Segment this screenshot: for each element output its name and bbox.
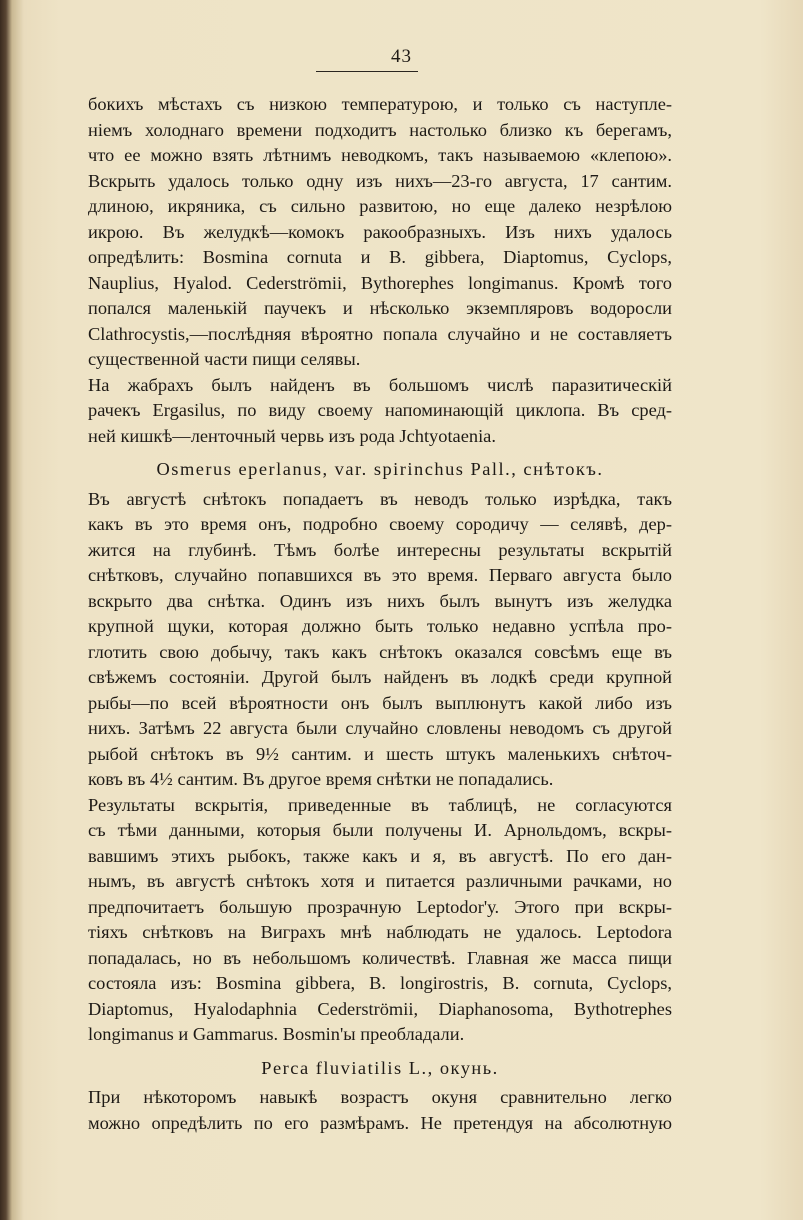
page-number: 43	[391, 46, 412, 67]
text-line: вавшимъ этихъ рыбокъ, также какъ и я, въ августѣ. По его дан-	[88, 845, 672, 866]
text-line: снѣтковъ, случайно попавшихся въ это время. Перваго августа было	[88, 565, 672, 585]
text-line: нымъ, въ августѣ снѣтокъ хотя и питается различными рачками, но	[88, 871, 672, 891]
text-line: предпочитаетъ большую прозрачную Leptodor'у. Этого при вскры-	[88, 896, 672, 917]
text-line: что ее можно взять лѣтнимъ неводкомъ, такъ называемою «клепою».	[88, 145, 672, 165]
text-line: длиною, икряника, съ сильно развитою, но еще далеко незрѣлою	[88, 196, 672, 216]
text-line: Въ августѣ снѣтокъ попадаетъ въ неводъ только изрѣдка, такъ	[88, 488, 672, 509]
text-line: какъ въ это время онъ, подробно своему сородичу — селявѣ, дер-	[88, 514, 672, 534]
text-line: ней кишкѣ—ленточный червь изъ рода Jchtyotaenia.	[88, 425, 496, 446]
text-line: longimanus и Gammarus. Bosmin'ы преобладали.	[88, 1024, 465, 1044]
text-line: бокихъ мѣстахъ съ низкою температурою, и только съ наступле-	[88, 94, 672, 114]
text-line: состояла изъ: Bosmina gibbera, B. longirostris, B. cornuta, Cyclops,	[88, 973, 672, 993]
text-line: ніемъ холоднаго времени подходитъ настолько близко къ берегамъ,	[88, 119, 672, 140]
text-line: существенной части пищи селявы.	[88, 349, 361, 369]
section-heading: Osmerus eperlanus, var. spirinchus Pall., снѣтокъ.	[156, 459, 604, 479]
text-line: рыбой снѣтокъ въ 9½ сантим. и шесть штукъ маленькихъ снѣточ-	[88, 743, 672, 764]
text-line: жится на глубинѣ. Тѣмъ болѣе интересны результаты вскрытій	[88, 539, 672, 560]
text-line: При нѣкоторомъ навыкѣ возрастъ окуня сравнительно легко	[88, 1087, 672, 1107]
text-line: опредѣлить: Bosmina cornuta и B. gibbera, Diaptomus, Cyclops,	[88, 247, 672, 267]
text-line: нихъ. Затѣмъ 22 августа были случайно словлены неводомъ съ другой	[88, 718, 672, 738]
text-line: свѣжемъ состояніи. Другой былъ найденъ въ лодкѣ среди крупной	[88, 667, 672, 687]
text-line: тіяхъ снѣтковъ на Виграхъ мнѣ наблюдать не удалось. Leptodora	[88, 922, 672, 942]
section-heading: Perca fluviatilis L., окунь.	[261, 1057, 499, 1078]
text-line: рачекъ Ergasilus, по виду своему напоминающій циклопа. Въ сред-	[88, 400, 672, 420]
text-line: икрою. Въ желудкѣ—комокъ ракообразныхъ. Изъ нихъ удалось	[88, 221, 672, 242]
text-line: рыбы—по всей вѣроятности онъ былъ выплюнутъ какой либо изъ	[88, 692, 672, 713]
text-line: вскрыто два снѣтка. Одинъ изъ нихъ былъ вынутъ изъ желудка	[88, 590, 672, 611]
text-line: глотить свою добычу, такъ какъ снѣтокъ оказался совсѣмъ еще въ	[88, 641, 672, 662]
text-line: съ тѣми данными, которыя были получены И. Арнольдомъ, вскры-	[88, 820, 672, 840]
text-line: попался маленькій паучекъ и нѣсколько экземпляровъ водоросли	[88, 298, 672, 318]
text-line: На жабрахъ былъ найденъ въ большомъ числѣ паразитическій	[88, 374, 672, 395]
text-line: Вскрыть удалось только одну изъ нихъ—23-го августа, 17 сантим.	[88, 170, 672, 191]
text-line: попадалась, но въ небольшомъ количествѣ. Главная же масса пищи	[88, 947, 672, 968]
text-line: Результаты вскрытія, приведенные въ таблицѣ, не согласуются	[88, 794, 672, 815]
text-line: ковъ въ 4½ сантим. Въ другое время снѣтки не попадались.	[88, 769, 554, 789]
text-line: Clathrocystis,—послѣдняя вѣроятно попала случайно и не составляетъ	[88, 323, 672, 344]
text-line: Nauplius, Hyalod. Cederströmii, Bythorephes longimanus. Кромѣ того	[88, 272, 672, 293]
text-line: Diaptomus, Hyalodaphnia Cederströmii, Diaphanosoma, Bythotrephes	[88, 998, 672, 1019]
text-line: можно опредѣлить по его размѣрамъ. Не претендуя на абсолютную	[88, 1112, 672, 1133]
page-number-rule	[316, 71, 418, 72]
body-text	[88, 92, 672, 1136]
text-line: крупной щуки, которая должно быть только недавно успѣла про-	[88, 616, 672, 636]
